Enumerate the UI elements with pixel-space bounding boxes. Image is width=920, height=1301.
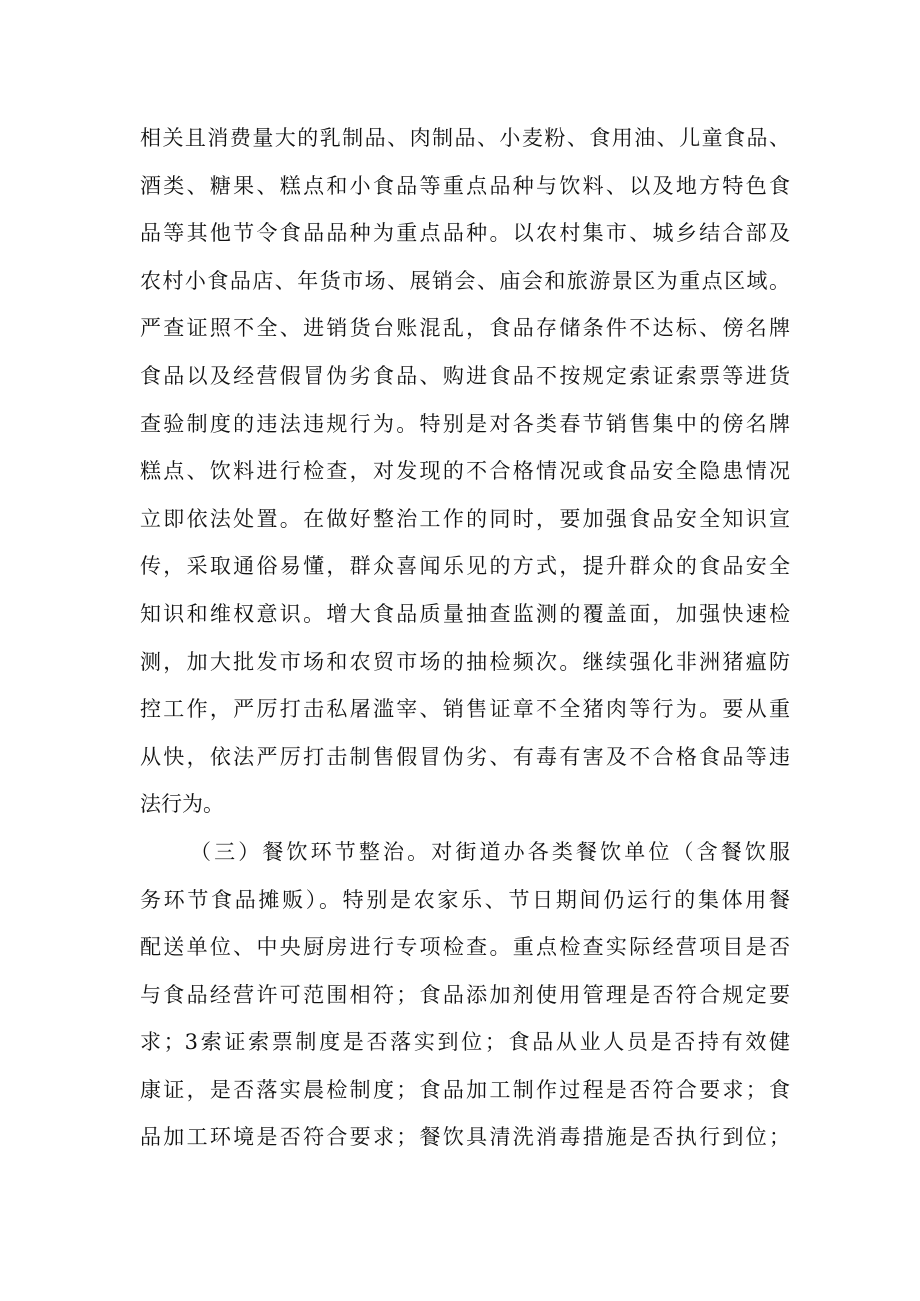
text-line: 知识和维权意识。增大食品质量抽查监测的覆盖面，加强快速检 [140,601,790,626]
text-line: 品加工环境是否符合要求；餐饮具清洗消毒措施是否执行到位； [140,1125,790,1150]
text-line: 测，加大批发市场和农贸市场的抽检频次。继续强化非洲猪瘟防 [140,649,790,674]
text-line: 立即依法处置。在做好整治工作的同时，要加强食品安全知识宣 [140,506,790,531]
text-line: 严查证照不全、进销货台账混乱，食品存储条件不达标、傍名牌 [140,316,790,341]
text-line: 食品以及经营假冒伪劣食品、购进食品不按规定索证索票等进货 [140,363,790,388]
text-line: 品等其他节令食品品种为重点品种。以农村集市、城乡结合部及 [140,221,790,246]
text-line: 酒类、糖果、糕点和小食品等重点品种与饮料、以及地方特色食 [140,173,790,198]
text-line: 相关且消费量大的乳制品、肉制品、小麦粉、食用油、儿童食品、 [140,126,790,150]
text-line: 糕点、饮料进行检查，对发现的不合格情况或食品安全隐患情况 [140,459,790,484]
text-line: 康证，是否落实晨检制度；食品加工制作过程是否符合要求；食 [140,1077,790,1102]
text-line: 与食品经营许可范围相符；食品添加剂使用管理是否符合规定要 [140,982,790,1007]
text-line: 传，采取通俗易懂，群众喜闻乐见的方式，提升群众的食品安全 [140,554,790,579]
text-line: 法行为。 [140,792,224,817]
text-line: 查验制度的违法违规行为。特别是对各类春节销售集中的傍名牌 [140,411,790,436]
text-line: 配送单位、中央厨房进行专项检查。重点检查实际经营项目是否 [140,935,790,960]
text-line: 控工作，严厉打击私屠滥宰、销售证章不全猪肉等行为。要从重 [140,697,790,722]
text-line: 求；3索证索票制度是否落实到位；食品从业人员是否持有效健 [140,1030,790,1055]
text-line: 务环节食品摊贩）。特别是农家乐、节日期间仍运行的集体用餐 [140,887,790,912]
text-line: 农村小食品店、年货市场、展销会、庙会和旅游景区为重点区域。 [140,268,790,293]
paragraph-catering-rectification [140,829,790,1162]
document-page [140,115,790,1162]
text-line: 从快，依法严厉打击制售假冒伪劣、有毒有害及不合格食品等违 [140,744,790,769]
paragraph-heading-line: （三）餐饮环节整治。对街道办各类餐饮单位（含餐饮服 [190,839,790,864]
paragraph-food-circulation [140,115,790,829]
